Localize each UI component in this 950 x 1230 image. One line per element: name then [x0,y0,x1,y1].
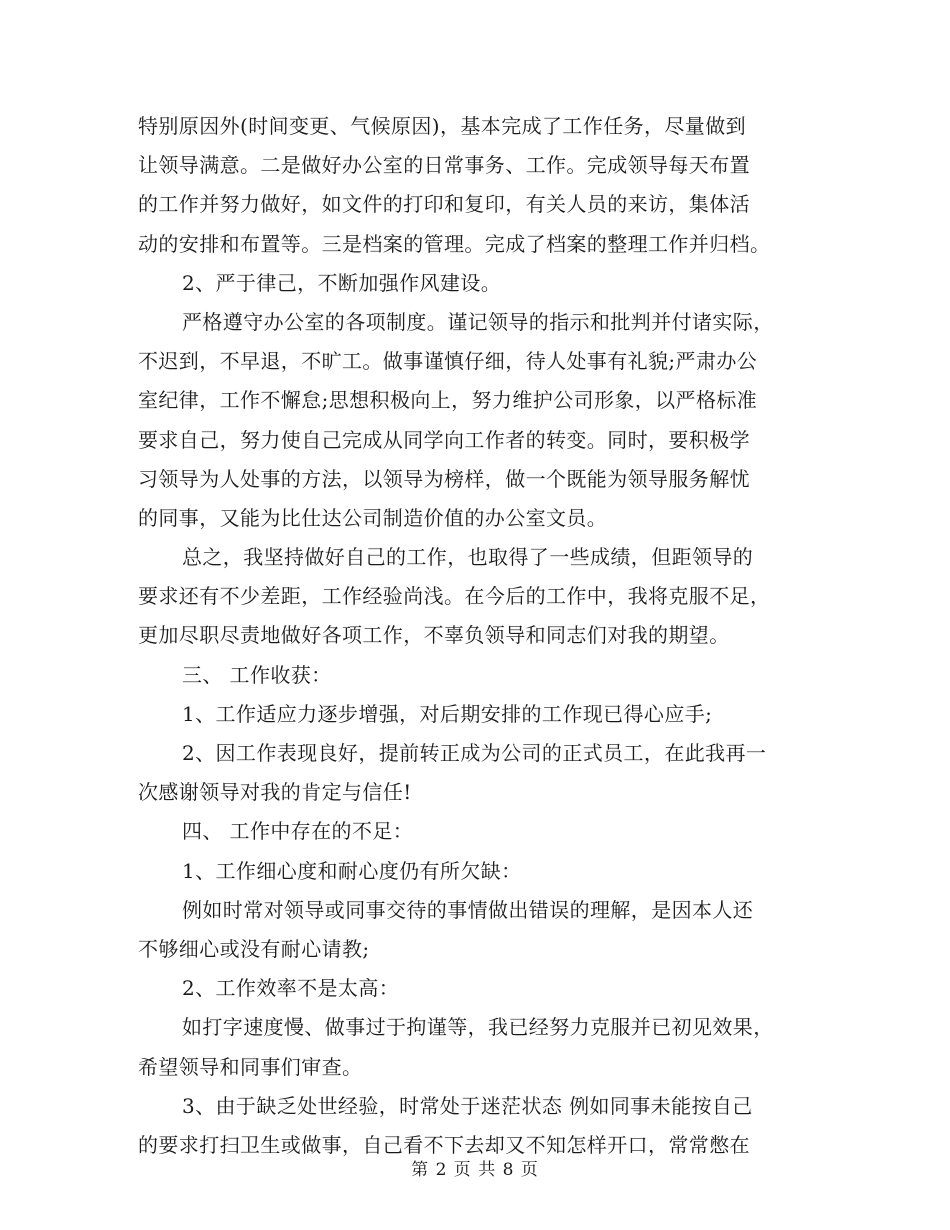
text-line: 2、因工作表现良好，提前转正成为公司的正式员工，在此我再一 [182,741,767,765]
text-line: 希望领导和同事们审查。 [138,1054,363,1079]
page-number-footer: 第 2 页 共 8 页 [411,1160,539,1180]
text-line: 如打字速度慢、做事过于拘谨等，我已经努力克服并已初见效果， [182,1015,774,1040]
text-line: 1、工作细心度和耐心度仍有所欠缺： [182,858,522,883]
text-line: 三、 工作收获： [182,662,332,687]
document-body [138,107,802,1165]
text-line: 总之，我坚持做好自己的工作，也取得了一些成绩，但距领导的 [182,545,754,570]
text-line: 3、由于缺乏处世经验，时常处于迷茫状态 例如同事未能按自己 [182,1093,753,1118]
text-line: 不迟到，不早退，不旷工。做事谨慎仔细，待人处事有礼貌;严肃办公 [138,349,758,374]
text-line: 让领导满意。二是做好办公室的日常事务、工作。完成领导每天布置 [138,153,750,178]
text-line: 次感谢领导对我的肯定与信任! [138,780,412,805]
text-line: 特别原因外(时间变更、气候原因)，基本完成了工作任务，尽量做到 [138,114,747,138]
text-line: 更加尽职尽责地做好各项工作，不辜负领导和同志们对我的期望。 [138,623,730,648]
text-line: 的要求打扫卫生或做事，自己看不下去却又不知怎样开口，常常憋在 [138,1132,750,1157]
text-line: 1、工作适应力逐步增强，对后期安排的工作现已得心应手; [182,701,713,726]
text-line: 2、严于律己，不断加强作风建设。 [182,270,502,295]
text-line: 室纪律，工作不懈怠;思想积极向上，努力维护公司形象，以严格标准 [138,388,758,413]
text-line: 不够细心或没有耐心请教; [138,936,370,961]
text-line: 例如时常对领导或同事交待的事情做出错误的理解，是因本人还 [182,897,754,922]
text-line: 要求还有不少差距，工作经验尚浅。在今后的工作中，我将克服不足， [138,584,771,609]
text-line: 要求自己，努力使自己完成从同学向工作者的转变。同时，要积极学 [138,427,750,452]
text-line: 习领导为人处事的方法，以领导为榜样，做一个既能为领导服务解忧 [138,466,750,491]
text-line: 2、工作效率不是太高： [182,976,400,1001]
text-line: 的工作并努力做好，如文件的打印和复印，有关人员的来访，集体活 [138,192,750,217]
text-line: 动的安排和布置等。三是档案的管理。完成了档案的整理工作并归档。 [138,231,771,256]
text-line: 的同事，又能为比仕达公司制造价值的办公室文员。 [138,505,608,530]
text-line: 严格遵守办公室的各项制度。谨记领导的指示和批判并付诸实际， [182,309,774,334]
text-line: 四、 工作中存在的不足： [182,819,414,844]
